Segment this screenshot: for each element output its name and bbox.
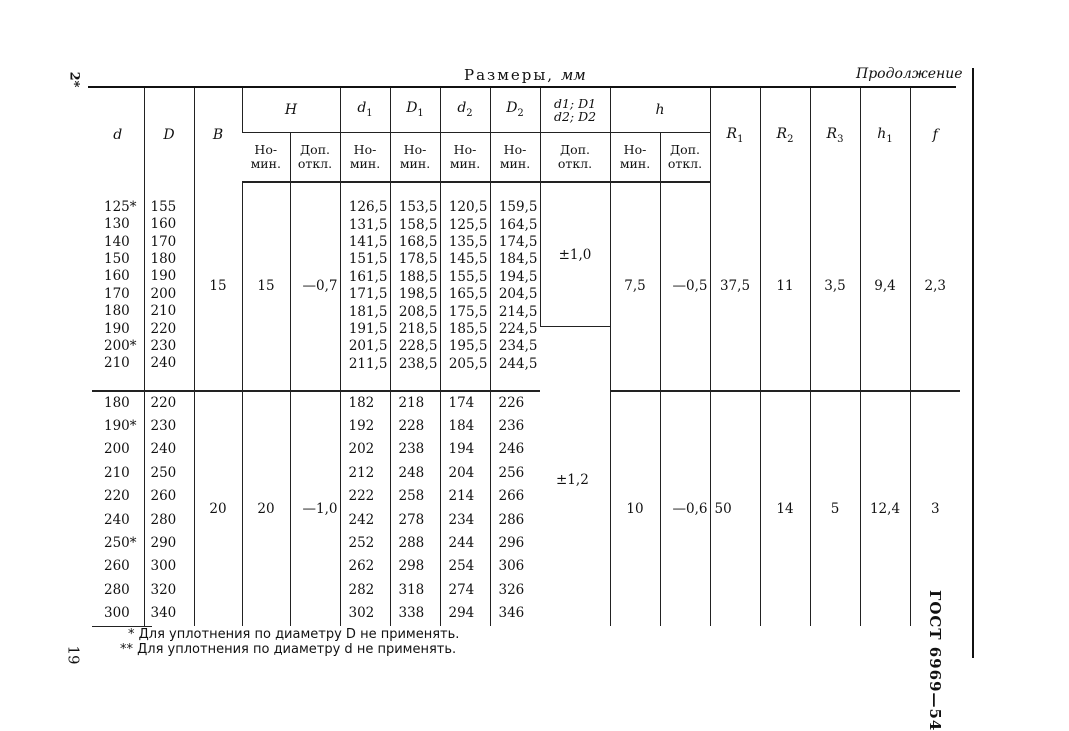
block2-R1: 50 bbox=[710, 391, 760, 626]
D1-nom-header: Но- мин. bbox=[390, 132, 440, 182]
block1-row-upper bbox=[92, 182, 960, 327]
col-B-header: B bbox=[194, 88, 242, 182]
block1-D2: 159,5 164,5 174,5 184,5 194,5 204,5 214,5 224,5 234,5 244,5 bbox=[490, 182, 540, 391]
block1-H-nom: 15 bbox=[242, 182, 290, 391]
block1-D: 155 160 170 180 190 200 210 220 230 240 bbox=[144, 182, 194, 391]
block2-h-nom: 10 bbox=[610, 391, 660, 626]
block1-B: 15 bbox=[194, 182, 242, 391]
H-nom-header: Но- мин. bbox=[242, 132, 290, 182]
block1-R2: 11 bbox=[760, 182, 810, 391]
block2-D1: 218 228 238 248 258 278 288 298 318 338 bbox=[390, 391, 440, 626]
col-R3-header: $R_3$ bbox=[810, 88, 860, 182]
H-dop-header: Доп. откл. bbox=[290, 132, 340, 182]
h-nom-header: Но- мин. bbox=[610, 132, 660, 182]
block2-h1: 12,4 bbox=[860, 391, 910, 626]
table-title bbox=[464, 66, 586, 84]
col-D2-header: $D_2$ bbox=[490, 88, 540, 132]
block2-R2: 14 bbox=[760, 391, 810, 626]
block1-h1: 9,4 bbox=[860, 182, 910, 391]
block1-d: 125* 130 140 150 160 170 180 190 200* 210 bbox=[104, 198, 137, 372]
block1-H-dop: —0,7 bbox=[290, 182, 340, 391]
block1-tol: ±1,0 bbox=[540, 182, 610, 327]
block2-d1: 182 192 202 212 222 242 252 262 282 302 bbox=[340, 391, 390, 626]
standard-code: ГОСТ 6969—54 bbox=[926, 590, 944, 731]
col-f-header: f bbox=[910, 88, 960, 182]
block2-row bbox=[92, 391, 960, 626]
block1-D1: 153,5 158,5 168,5 178,5 188,5 198,5 208,5 218,5 228,5 238,5 bbox=[390, 182, 440, 391]
block1-R1: 37,5 bbox=[710, 182, 760, 391]
block1-d1: 126,5 131,5 141,5 151,5 161,5 171,5 181,5 191,5 201,5 211,5 bbox=[340, 182, 390, 391]
vertical-rule bbox=[972, 68, 974, 658]
h-dop-header: Доп. откл. bbox=[660, 132, 710, 182]
block1-R3: 3,5 bbox=[810, 182, 860, 391]
block2-d2: 174 184 194 204 214 234 244 254 274 294 bbox=[440, 391, 490, 626]
col-h-header: h bbox=[610, 88, 710, 132]
col-d1-header: $d_1$ bbox=[340, 88, 390, 132]
footnote-2: ** Для уплотнения по диаметру d не применять. bbox=[120, 642, 457, 657]
block1-d2: 120,5 125,5 135,5 145,5 155,5 165,5 175,5 185,5 195,5 205,5 bbox=[440, 182, 490, 391]
block1-f: 2,3 bbox=[910, 182, 960, 391]
block1-h-nom: 7,5 bbox=[610, 182, 660, 391]
block2-tol: ±1,2 bbox=[556, 472, 589, 488]
col-D-header: D bbox=[144, 88, 194, 182]
block2-D: 220 230 240 250 260 280 290 300 320 340 bbox=[144, 391, 194, 626]
d2-nom-header: Но- мин. bbox=[440, 132, 490, 182]
block2-f: 3 bbox=[910, 391, 960, 626]
header-row-1 bbox=[92, 88, 960, 132]
corner-mark: 2* bbox=[66, 71, 82, 88]
block2-d: 180 190* 200 210 220 240 250* 260 280 300 bbox=[92, 391, 144, 626]
page-number: 19 bbox=[64, 645, 83, 665]
col-H-header: H bbox=[242, 88, 340, 132]
footnote-1: * Для уплотнения по диаметру D не применять. bbox=[128, 627, 460, 642]
col-combo-header: d1; D1 d2; D2 bbox=[540, 88, 610, 132]
col-d-header: d bbox=[113, 127, 123, 143]
title-text: Размеры, bbox=[464, 66, 555, 84]
block2-H-dop: —1,0 bbox=[290, 391, 340, 626]
block2-h-dop: —0,6 bbox=[660, 391, 710, 626]
col-h1-header: $h_1$ bbox=[860, 88, 910, 182]
d1-nom-header: Но- мин. bbox=[340, 132, 390, 182]
block2-H-nom: 20 bbox=[242, 391, 290, 626]
col-d2-header: $d_2$ bbox=[440, 88, 490, 132]
block2-R3: 5 bbox=[810, 391, 860, 626]
title-unit: мм bbox=[560, 66, 586, 84]
col-D1-header: $D_1$ bbox=[390, 88, 440, 132]
col-R2-header: $R_2$ bbox=[760, 88, 810, 182]
block2-B: 20 bbox=[194, 391, 242, 626]
D2-nom-header: Но- мин. bbox=[490, 132, 540, 182]
col-R1-header: $R_1$ bbox=[710, 88, 760, 182]
block1-h-dop: —0,5 bbox=[660, 182, 710, 391]
combo-dop-header: Доп. откл. bbox=[540, 132, 610, 182]
dimensions-table bbox=[92, 88, 960, 626]
continuation-label: Продолжение bbox=[856, 66, 963, 82]
block2-D2: 226 236 246 256 266 286 296 306 326 346 bbox=[490, 391, 540, 626]
